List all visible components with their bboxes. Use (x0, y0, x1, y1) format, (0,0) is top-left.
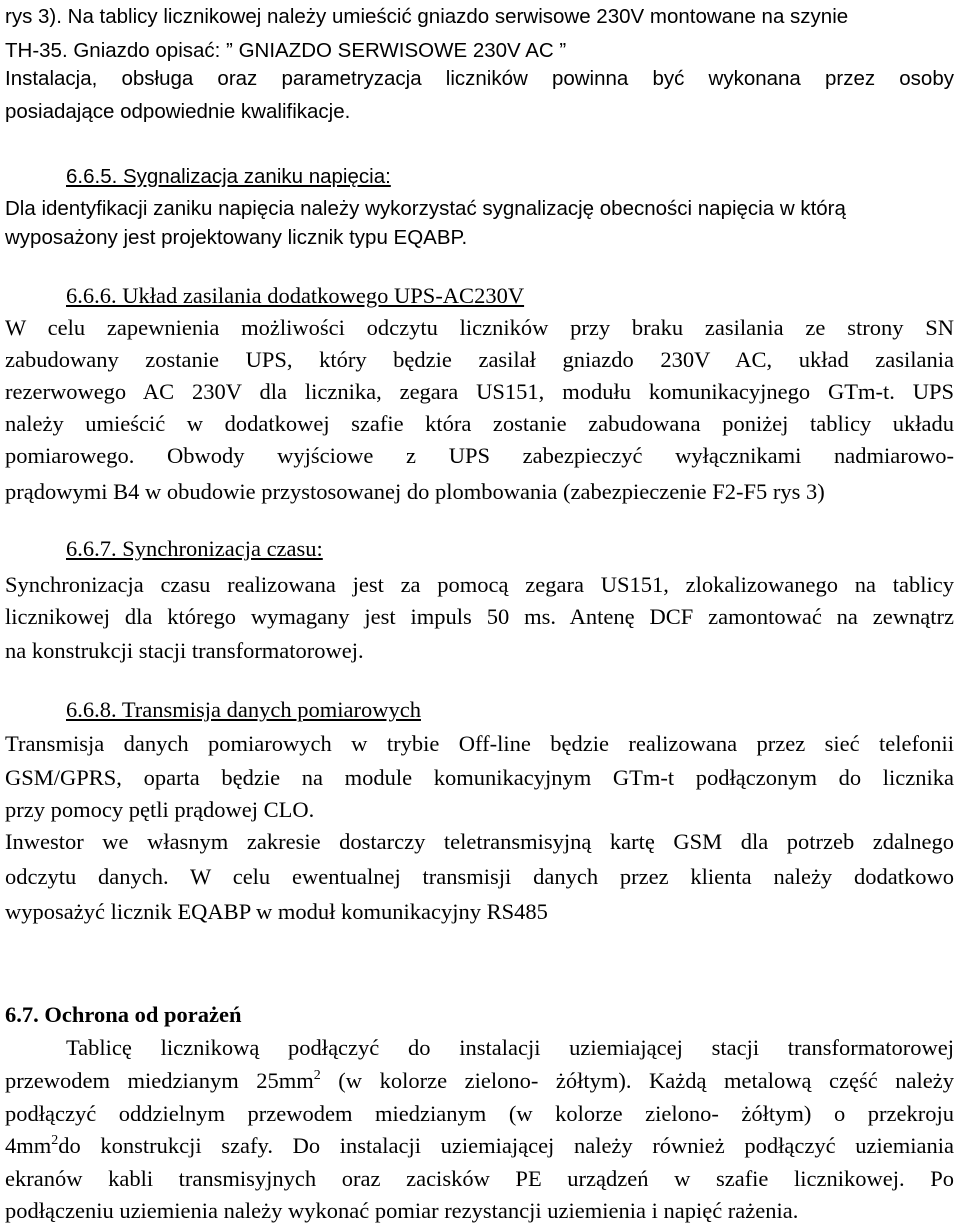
heading-text: 6.6.8. Transmisja danych pomiarowych (66, 697, 421, 722)
text-line: wyposażony jest projektowany licznik typu EQABP. (5, 226, 468, 249)
text-line: odczytu danych. W celu ewentualnej transmisji danych przez klienta należy dodatkowo (5, 864, 954, 889)
text-line: wyposażyć licznik EQABP w moduł komunikacyjny RS485 (5, 899, 548, 924)
text-line: GSM/GPRS, oparta będzie na module komunikacyjnym GTm-t podłączonym do licznika (5, 765, 954, 790)
superscript: 2 (313, 1068, 321, 1083)
text-line-superscript (5, 1066, 954, 1096)
text-line: posiadające odpowiednie kwalifikacje. (5, 100, 351, 123)
text-line: rezerwowego AC 230V dla licznika, zegara US151, modułu komunikacyjnego GTm-t. UPS (5, 379, 954, 404)
text-segment: 4mm (5, 1133, 52, 1158)
text-line: należy umieścić w dodatkowej szafie która zostanie zabudowana poniżej tablicy układu (5, 411, 954, 436)
text-segment: przewodem miedzianym 25mm (5, 1068, 314, 1093)
text-line: Instalacja, obsługa oraz parametryzacja liczników powinna być wykonana przez osoby (5, 67, 954, 90)
superscript: 2 (51, 1133, 59, 1148)
heading-text: 6.6.7. Synchronizacja czasu: (66, 536, 323, 561)
text-line: Inwestor we własnym zakresie dostarczy teletransmisyjną kartę GSM dla potrzeb zdalnego (5, 829, 954, 854)
text-line: prądowymi B4 w obudowie przystosowanej do plombowania (zabezpieczenie F2-F5 rys 3) (5, 479, 825, 504)
text-line: pomiarowego. Obwody wyjściowe z UPS zabezpieczyć wyłącznikami nadmiarowo- (5, 443, 954, 468)
text-line: Dla identyfikacji zaniku napięcia należy wykorzystać sygnalizację obecności napięcia w którą (5, 197, 846, 220)
text-line: TH-35. Gniazdo opisać: ” GNIAZDO SERWISOWE 230V AC ” (5, 39, 567, 62)
text-line: na konstrukcji stacji transformatorowej. (5, 638, 364, 663)
text-line: przy pomocy pętli prądowej CLO. (5, 797, 315, 822)
section-heading-6-6-6 (66, 281, 954, 311)
text-segment: do konstrukcji szafy. Do instalacji uziemiającej należy również podłączyć uziemiania (58, 1133, 954, 1158)
heading-text: 6.6.6. Układ zasilania dodatkowego UPS-AC230V (66, 283, 525, 308)
heading-text: 6.6.5. Sygnalizacja zaniku napięcia: (66, 165, 391, 188)
text-line-superscript (5, 1131, 954, 1161)
text-line: Tablicę licznikową podłączyć do instalacji uziemiającej stacji transformatorowej (66, 1035, 954, 1060)
text-segment: (w kolorze zielono- żółtym). Każdą metalową część należy (320, 1068, 954, 1093)
text-line: Transmisja danych pomiarowych w trybie Off-line będzie realizowana przez sieć telefonii (5, 731, 954, 756)
text-line: W celu zapewnienia możliwości odczytu liczników przy braku zasilania ze strony SN (5, 315, 954, 340)
section-heading-6-6-8 (66, 695, 954, 725)
text-line: zabudowany zostanie UPS, który będzie zasilał gniazdo 230V AC, układ zasilania (5, 347, 954, 372)
section-heading-6-7: 6.7. Ochrona od porażeń (5, 1002, 242, 1027)
text-line: podłączyć oddzielnym przewodem miedzianym (w kolorze zielono- żółtym) o przekroju (5, 1101, 954, 1126)
text-line: ekranów kabli transmisyjnych oraz zacisków PE urządzeń w szafie licznikowej. Po (5, 1166, 954, 1191)
text-line: podłączeniu uziemienia należy wykonać pomiar rezystancji uziemienia i napięć rażenia. (5, 1198, 799, 1223)
section-heading-6-6-7 (66, 534, 954, 564)
text-line: licznikowej dla którego wymagany jest impuls 50 ms. Antenę DCF zamontować na zewnątrz (5, 604, 954, 629)
text-line: rys 3). Na tablicy licznikowej należy umieścić gniazdo serwisowe 230V montowane na szynie (5, 5, 849, 28)
section-heading-6-6-5 (66, 162, 954, 192)
text-line: Synchronizacja czasu realizowana jest za pomocą zegara US151, zlokalizowanego na tablicy (5, 572, 954, 597)
